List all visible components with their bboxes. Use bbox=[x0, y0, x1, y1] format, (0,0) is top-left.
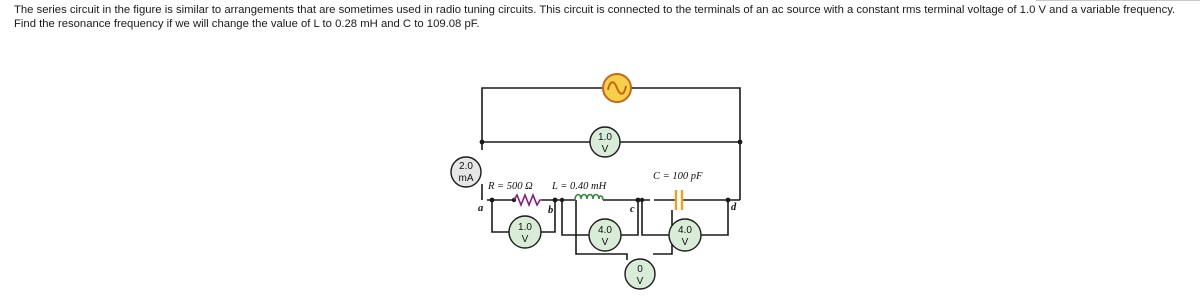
node-a-label: a bbox=[478, 203, 484, 214]
node-c-label: c bbox=[630, 204, 635, 215]
capacitor-voltmeter-value: 4.0 bbox=[678, 225, 692, 236]
capacitor bbox=[676, 190, 682, 210]
resistor bbox=[514, 195, 542, 205]
resistor-label: R = 500 Ω bbox=[488, 181, 533, 192]
node-b-label: b bbox=[548, 205, 554, 216]
node-d-label: d bbox=[731, 202, 737, 213]
lc-voltmeter-unit: V bbox=[636, 276, 644, 287]
ammeter-unit: mA bbox=[458, 173, 474, 184]
capacitor-label: C = 100 pF bbox=[653, 171, 703, 182]
resistor-voltmeter-unit: V bbox=[521, 234, 529, 245]
problem-statement: The series circuit in the figure is similar to arrangements that are sometimes used in radio tuning circuits. This circuit is connected to the terminals of an ac source with a constant rms terminal voltage of 1.0 V and a variable frequency. Find the resonance frequency if we will change the value of L to 0.28 mH and C to 109.08 pF. bbox=[14, 4, 1176, 30]
inductor-label: L = 0.40 mH bbox=[552, 181, 607, 192]
top-divider bbox=[1036, 0, 1200, 1]
inductor bbox=[575, 195, 603, 201]
ammeter bbox=[451, 157, 481, 187]
source-voltmeter bbox=[590, 127, 620, 157]
inductor-voltmeter-unit: V bbox=[601, 237, 609, 248]
lc-voltmeter bbox=[625, 259, 655, 289]
lc-voltmeter-value: 0 bbox=[637, 264, 643, 275]
resistor-voltmeter bbox=[509, 216, 541, 248]
ac-source bbox=[603, 74, 631, 102]
source-voltmeter-unit: V bbox=[601, 144, 609, 155]
source-voltmeter-value: 1.0 bbox=[598, 132, 612, 143]
ammeter-value: 2.0 bbox=[459, 161, 473, 172]
inductor-voltmeter bbox=[589, 219, 621, 251]
inductor-voltmeter-value: 4.0 bbox=[598, 225, 612, 236]
capacitor-voltmeter bbox=[669, 219, 701, 251]
capacitor-voltmeter-unit: V bbox=[681, 237, 689, 248]
resistor-voltmeter-value: 1.0 bbox=[518, 222, 532, 233]
circuit-figure bbox=[440, 60, 770, 296]
